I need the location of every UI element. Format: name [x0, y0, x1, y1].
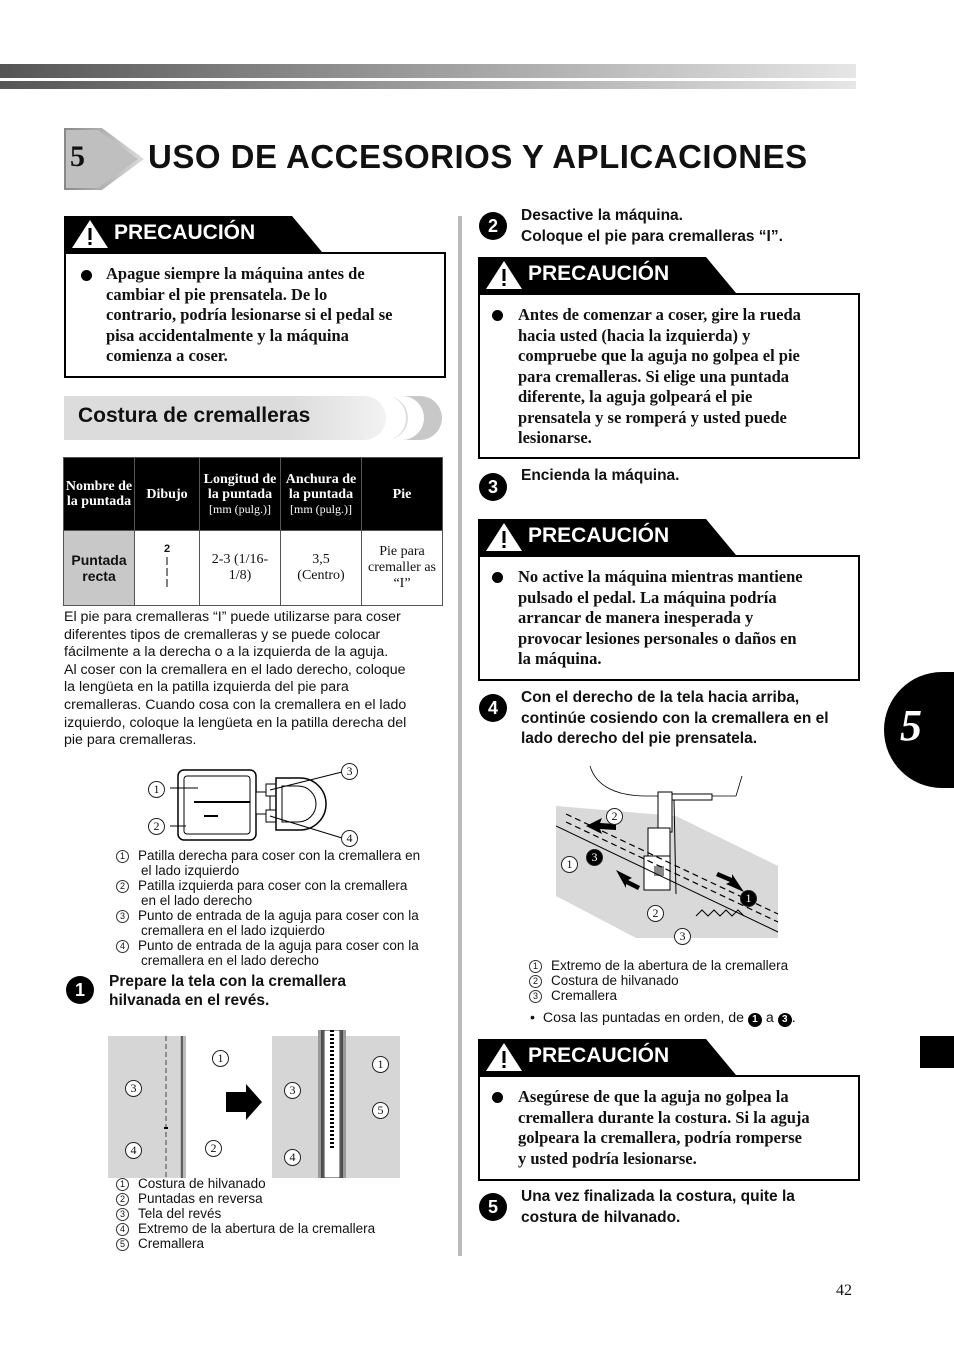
callout-4: 4	[284, 1149, 301, 1166]
caution-header	[478, 257, 738, 293]
side-tab-number: 5	[900, 701, 922, 750]
callout-3: 3	[341, 763, 358, 780]
stitch-table	[63, 457, 443, 606]
callout-1: 1	[372, 1056, 389, 1073]
caution-label: PRECAUCIÓN	[114, 221, 256, 244]
step-5-text: Una vez finalizada la costura, quite la costura de hilvanado.	[521, 1188, 795, 1226]
callout-2: 2	[647, 905, 664, 922]
chapter-title: USO DE ACCESORIOS Y APLICACIONES	[148, 138, 808, 175]
caution-header	[64, 216, 324, 252]
step-number-5: 5	[479, 1193, 507, 1221]
col-header: Dibujo	[135, 458, 200, 531]
col-header: Longitud de la puntada [mm (pulg.)]	[200, 458, 281, 531]
caution-text: Apague siempre la máquina antes de cambiar el pie prensatela. De lo contrario, podría lesionarse si el pedal se pisa accidentalmente y la máquina comienza a coser.	[106, 264, 393, 365]
caution-label: PRECAUCIÓN	[528, 262, 670, 285]
zipper-foot-illustration	[170, 764, 370, 848]
basted-fabric-illustration	[108, 1030, 400, 1178]
step-3-text: Encienda la máquina.	[521, 467, 680, 484]
col-header: Nombre de la puntada	[64, 458, 135, 531]
sewing-note: • Cosa las puntadas en orden, de 1 a 3 .	[530, 1010, 796, 1026]
fabric-legend: 1 Costura de hilvanado 2 Puntadas en reversa 3 Tela del revés 4 Extremo de la abertura de la cremallera 5 Cremallera	[116, 1176, 375, 1251]
intro-paragraph: El pie para cremalleras “I” puede utilizarse para coser diferentes tipos de cremalleras y se puede colocar fácilmente a la derecha o a la izquierda de la aguja. Al coser con la cremallera en el lado derecho, coloque la lengüeta en la patilla izquierda del pie para cremalleras. Cuando cosa con la cremallera en el lado izquierdo, coloque la lengüeta en la patilla derecha del pie para cremalleras.	[64, 609, 407, 749]
callout-4: 4	[341, 830, 358, 847]
caution-label: PRECAUCIÓN	[528, 524, 670, 547]
step-4-text: Con el derecho de la tela hacia arriba, continúe cosiendo con la cremallera en el lado derecho del pie prensatela.	[521, 689, 829, 747]
callout-2: 2	[205, 1140, 222, 1157]
stitch-width-cell: 3,5 (Centro)	[281, 531, 362, 606]
callout-3: 3	[674, 928, 691, 945]
bullet-icon	[492, 310, 503, 321]
page-number: 42	[836, 1282, 852, 1299]
callout-3-filled: 3	[586, 849, 603, 866]
callout-2: 2	[148, 818, 165, 835]
callout-5: 5	[372, 1102, 389, 1119]
stitch-drawing-cell	[135, 531, 200, 606]
circled-number-icon: 1	[748, 1013, 762, 1027]
col-header: Pie	[362, 458, 443, 531]
callout-1: 1	[148, 781, 165, 798]
straight-stitch-icon	[162, 557, 172, 597]
callout-1-filled: 1	[740, 890, 757, 907]
stitch-number: 2	[163, 543, 171, 555]
callout-4: 4	[125, 1142, 142, 1159]
caution-text: No active la máquina mientras mantiene pulsado el pedal. La máquina podría arrancar de manera inesperada y provocar lesiones personales o daños en la máquina.	[518, 567, 803, 668]
callout-2: 2	[606, 808, 623, 825]
step-number-2: 2	[479, 212, 507, 240]
circled-number-icon: 3	[778, 1013, 792, 1027]
bullet-icon	[81, 270, 92, 281]
sewing-legend: 1 Extremo de la abertura de la cremallera 2 Costura de hilvanado 3 Cremallera	[529, 958, 788, 1003]
caution-header	[478, 519, 738, 555]
step-2-text: Desactive la máquina. Coloque el pie para cremalleras “I”.	[521, 207, 783, 245]
bullet-icon	[492, 1092, 503, 1103]
caution-text: Antes de comenzar a coser, gire la rueda hacia usted (hacia la izquierda) y compruebe que la aguja no golpea el pie para cremalleras. Si elige una puntada diferente, la aguja golpeará el pie prensatela y se romperá y usted puede lesionarse.	[518, 305, 801, 447]
caution-text: Asegúrese de que la aguja no golpea la cremallera durante la costura. Si la aguja golpeara la cremallera, podría romperse y usted podría lesionarse.	[518, 1087, 810, 1168]
section-title: Costura de cremalleras	[78, 404, 311, 427]
column-divider	[458, 216, 462, 1256]
callout-1: 1	[561, 856, 578, 873]
bullet-icon	[492, 572, 503, 583]
step-number-1: 1	[66, 976, 94, 1004]
foot-cell: Pie para cremaller as “I”	[362, 531, 443, 606]
col-header: Anchura de la puntada [mm (pulg.)]	[281, 458, 362, 531]
thumb-index-marker	[920, 1036, 954, 1068]
header-bar	[0, 64, 856, 92]
callout-3: 3	[125, 1080, 142, 1097]
foot-legend: 1 Patilla derecha para coser con la cremallera en el lado izquierdo 2 Patilla izquierda para coser con la cremallera en el lado derecho 3 Punto de entrada de la aguja para coser con la cremallera en el lado izquierdo 4 Punto de entrada de la aguja para coser con la cremallera en el lado derecho	[116, 848, 420, 968]
stitch-length-cell: 2-3 (1/16-1/8)	[200, 531, 281, 606]
chapter-number: 5	[70, 140, 85, 173]
step-number-4: 4	[479, 694, 507, 722]
step-1-text: Prepare la tela con la cremallera hilvanada en el revés.	[109, 973, 346, 1009]
callout-1: 1	[212, 1050, 229, 1067]
callout-3: 3	[284, 1082, 301, 1099]
caution-label: PRECAUCIÓN	[528, 1044, 670, 1067]
caution-header	[478, 1039, 738, 1075]
step-number-3: 3	[479, 473, 507, 501]
stitch-name-cell: Puntada recta	[64, 531, 135, 606]
